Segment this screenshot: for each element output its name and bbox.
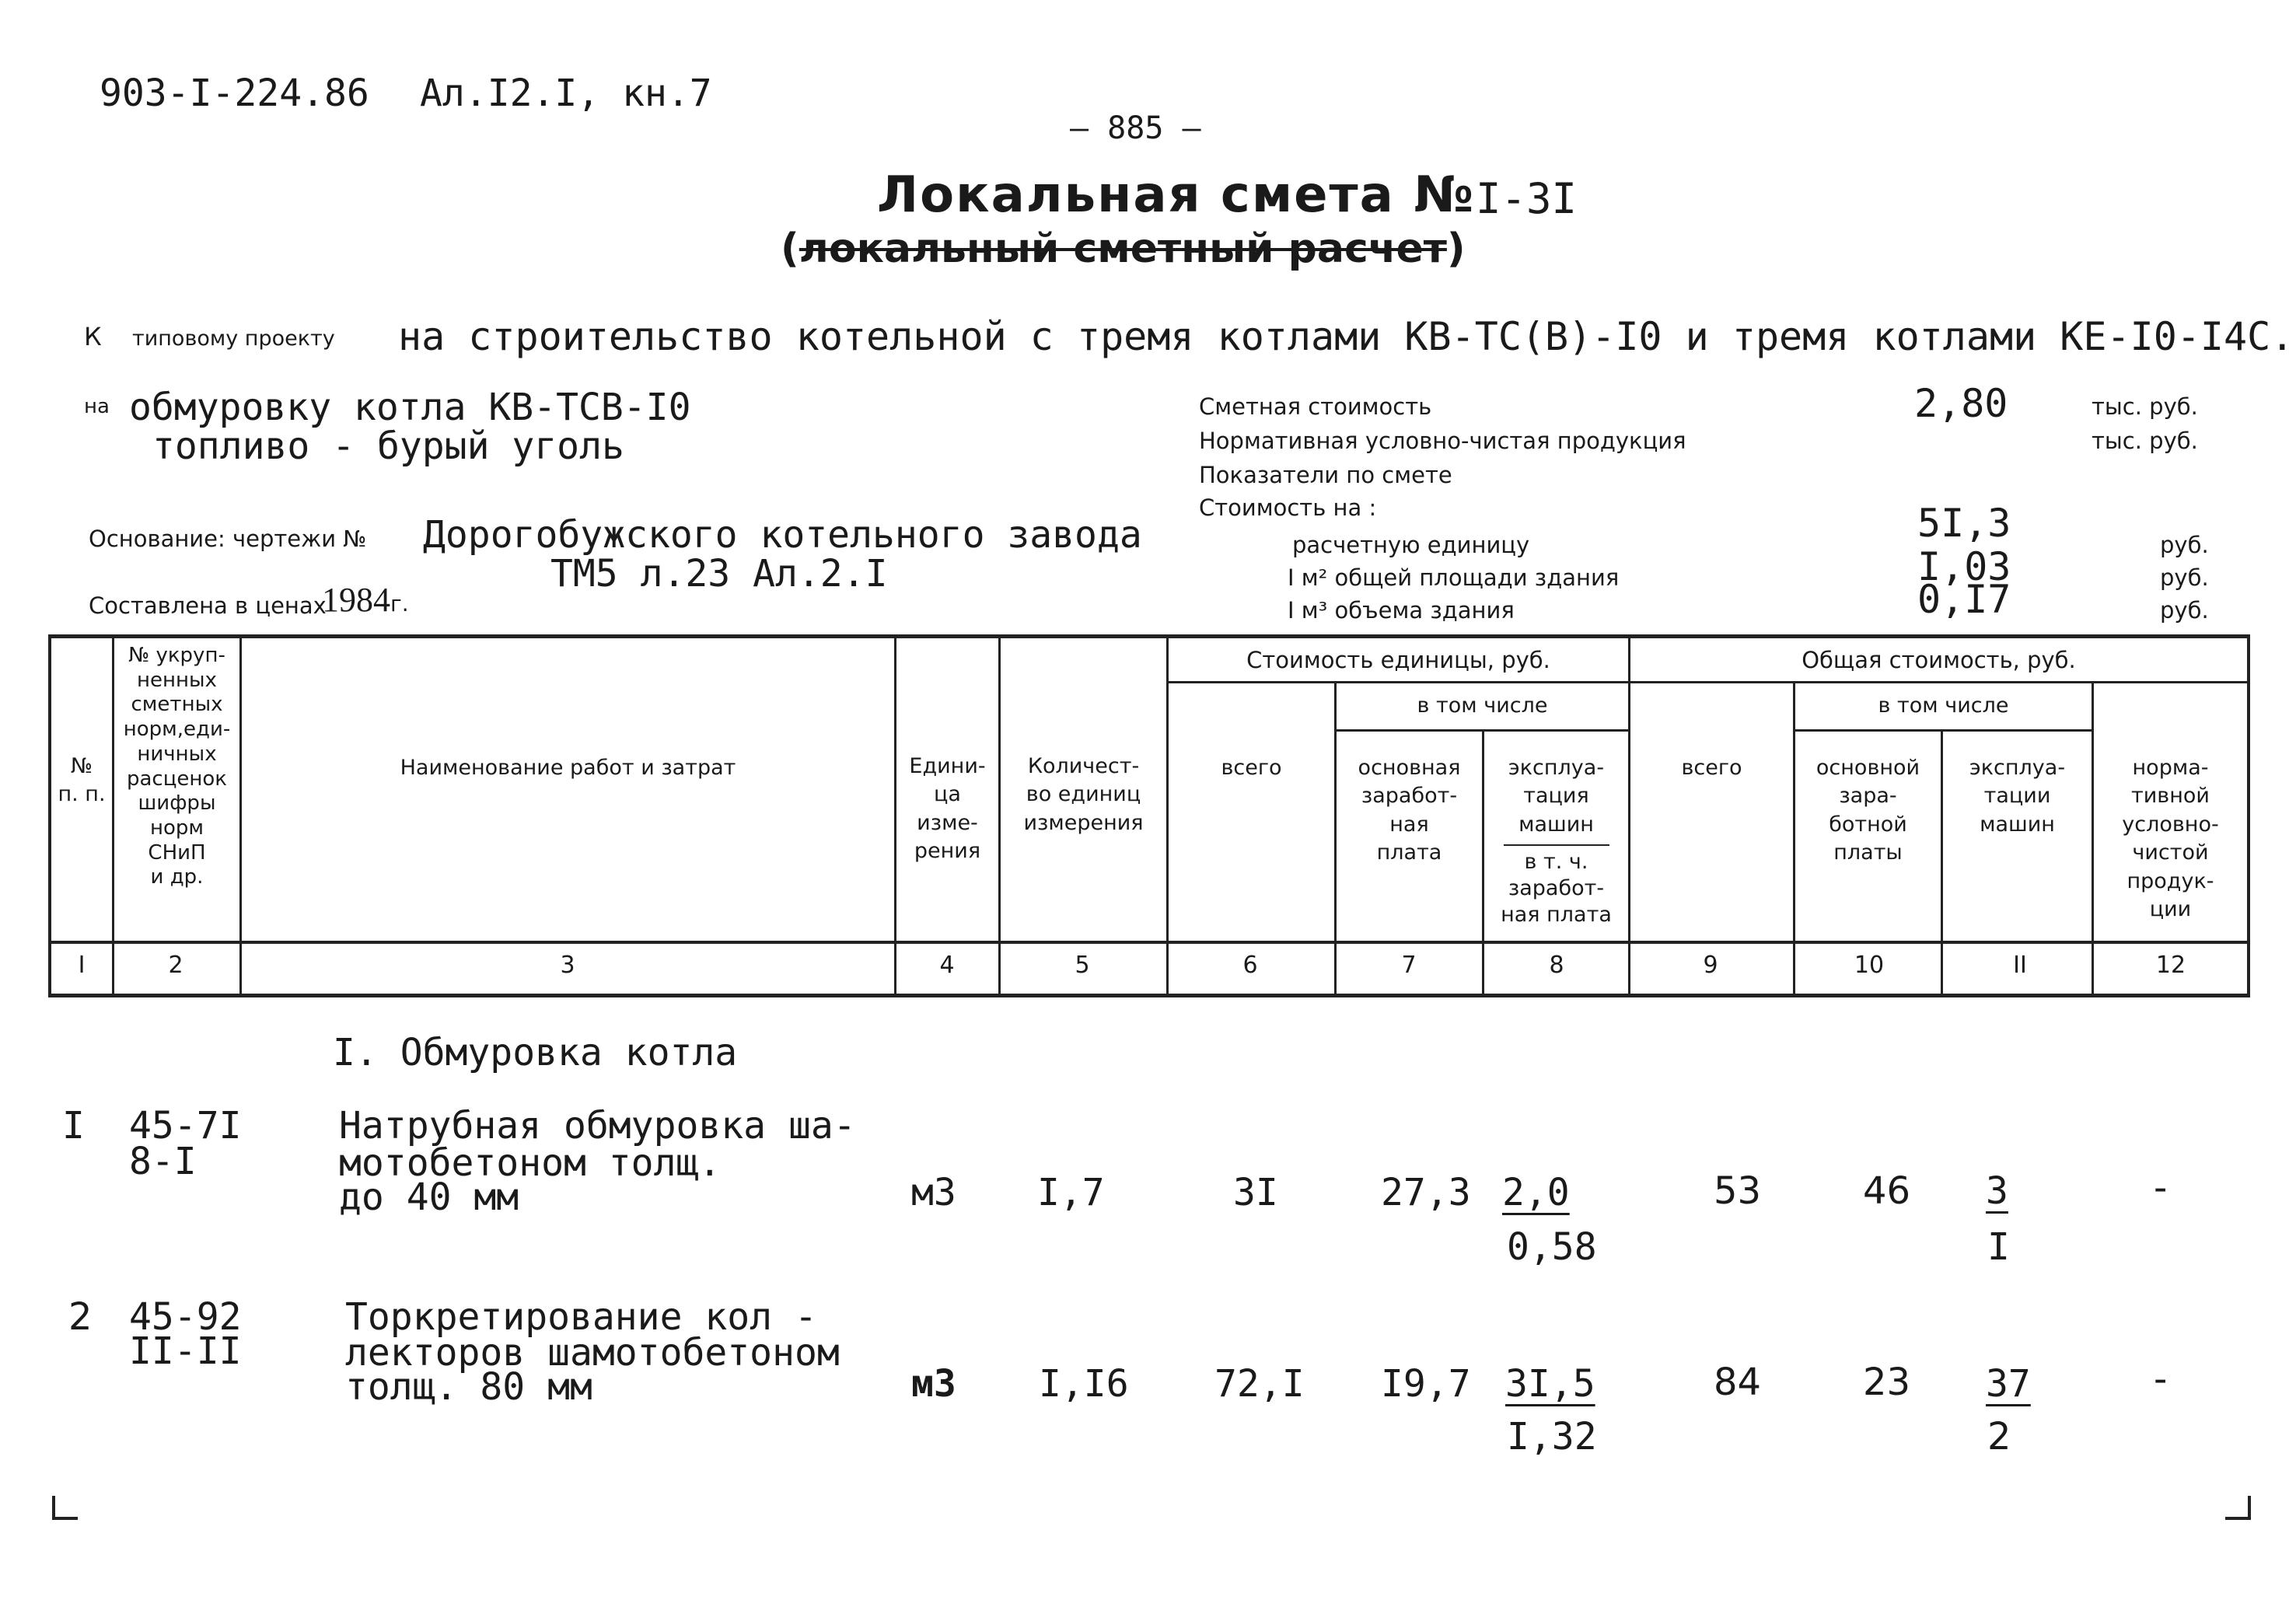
header-unit-wage: основная заработ- ная плата: [1358, 756, 1461, 865]
norm-code-line-1: 45-7I: [129, 1104, 242, 1148]
per-m3-label: I м³ объема здания: [1288, 597, 1515, 624]
column-number: 6: [1242, 952, 1258, 979]
col-divider-2: [239, 634, 242, 997]
subtitle-open-paren: (: [781, 225, 799, 272]
basis-label: Основание: чертежи №: [89, 526, 367, 552]
project-k-letter: К: [84, 322, 102, 351]
object-line-2: топливо - бурый уголь: [152, 424, 624, 468]
header-total-machine: эксплуа- тации машин: [1969, 756, 2066, 837]
unit-cost-machine: 2,0: [1502, 1171, 1570, 1214]
normative-unit: тыс. руб.: [2092, 428, 2198, 454]
per-m2-label: I м² общей площади здания: [1288, 564, 1620, 591]
header-total-incl: в том числе: [1878, 693, 2009, 718]
prices-year-value: 1984: [322, 581, 390, 619]
norm-code-line-2: II-II: [129, 1329, 242, 1373]
indicators-label: Показатели по смете: [1199, 462, 1452, 488]
page-subtitle: [781, 225, 1466, 272]
table-header-bottom-border: [48, 941, 2250, 944]
work-name-line-3: до 40 мм: [339, 1176, 519, 1219]
project-value: на строительство котельной с тремя котлами КВ-ТС(В)-I0 и тремя котлами КЕ-I0-I4C.: [398, 314, 2294, 359]
object-line-1: обмуровку котла КВ-ТСВ-I0: [129, 386, 691, 429]
work-name-line-3: толщ. 80 мм: [345, 1365, 592, 1409]
estimate-number: I-3I: [1476, 174, 1578, 223]
unit-cost-wage: I9,7: [1381, 1362, 1471, 1406]
table-top-border: [48, 634, 2250, 638]
row-number: I: [62, 1104, 85, 1148]
header-unit-machine-wage: в т. ч. заработ- ная плата: [1501, 850, 1612, 927]
total-cost-machine-wage: 2: [1987, 1415, 2011, 1459]
column-number: II: [2013, 952, 2027, 979]
col-divider-8: [1628, 634, 1630, 997]
total-cost-machine: 3: [1986, 1169, 2008, 1213]
column-number: I: [78, 952, 86, 979]
total-cost-machine-wage: I: [1987, 1225, 2010, 1269]
header-norm-codes: № укруп- ненных сметных норм,еди- ничных расценок шифры норм СНиП и др.: [123, 644, 231, 889]
unit-of-measure: м3: [911, 1171, 956, 1214]
header-work-name: Наименование работ и затрат: [400, 756, 736, 780]
column-number: 10: [1854, 952, 1885, 979]
column-number: 9: [1703, 952, 1718, 979]
row-number: 2: [68, 1295, 93, 1339]
work-name-line-1: Торкретирование кол -: [345, 1295, 817, 1339]
total-cost-group-underline: [1628, 681, 2250, 683]
subtitle-struck-text: локальный сметный расчет: [799, 225, 1447, 272]
per-m2-value: I,03: [1917, 544, 2011, 589]
unit-cost-group-underline: [1166, 681, 1628, 683]
unit-incl-underline: [1334, 729, 1628, 732]
document-number: 903-I-224.86: [100, 72, 369, 115]
header-unit-incl: в том числе: [1417, 693, 1548, 718]
unit-of-measure: м3: [911, 1362, 956, 1406]
total-cost-machine: 37: [1986, 1362, 2031, 1406]
column-number: 4: [939, 952, 955, 979]
norm-code-line-1: 45-92: [129, 1295, 242, 1339]
header-total-cost-group: Общая стоимость, руб.: [1802, 647, 2076, 673]
prices-year-suffix: г.: [390, 591, 409, 617]
header-quantity: Количест- во единиц измерения: [1023, 754, 1144, 835]
prices-year: [322, 580, 409, 620]
total-cost-wage: 46: [1863, 1169, 1911, 1213]
table-right-border: [2247, 634, 2250, 997]
corner-mark-bottom-right-icon: [2224, 1494, 2252, 1521]
unit-cost-wage: 27,3: [1381, 1171, 1471, 1214]
estimated-cost-value: 2,80: [1914, 381, 2008, 426]
column-number: 8: [1549, 952, 1564, 979]
col-divider-5: [1166, 634, 1169, 997]
header-row-number: № п. п.: [58, 754, 106, 807]
section-title: I. Обмуровка котла: [333, 1031, 738, 1074]
normative-product: -: [2154, 1357, 2168, 1401]
prices-label: Составлена в ценах: [89, 592, 327, 619]
norm-code-line-2: 8-I: [129, 1140, 197, 1183]
per-m3-unit: руб.: [2160, 597, 2209, 624]
per-unit-value: 5I,3: [1917, 501, 2011, 546]
per-unit-unit: руб.: [2160, 532, 2209, 558]
total-cost-wage: 23: [1863, 1361, 1911, 1404]
unit-cost-total: 3I: [1233, 1171, 1278, 1214]
table-left-border: [48, 634, 51, 997]
basis-line-1: Дорогобужского котельного завода: [423, 513, 1142, 557]
per-unit-label: расчетную единицу: [1292, 532, 1530, 558]
estimated-cost-label: Сметная стоимость: [1199, 393, 1432, 420]
column-number: 2: [168, 952, 183, 979]
unit-cost-machine-wage: 0,58: [1507, 1225, 1597, 1269]
table-numbers-bottom-border: [48, 994, 2250, 997]
unit-cost-total: 72,I: [1214, 1362, 1305, 1406]
total-cost: 84: [1714, 1361, 1762, 1404]
column-number: 12: [2155, 952, 2186, 979]
total-cost: 53: [1714, 1169, 1762, 1213]
header-unit-cost-group: Стоимость единицы, руб.: [1246, 647, 1550, 673]
page-title: Локальная смета №: [877, 166, 1476, 224]
per-m2-unit: руб.: [2160, 564, 2209, 591]
header-total: всего: [1681, 756, 1742, 780]
normative-label: Нормативная условно-чистая продукция: [1199, 428, 1686, 454]
column-number: 3: [560, 952, 575, 979]
subtitle-close-paren: ): [1446, 225, 1466, 272]
corner-mark-bottom-left-icon: [51, 1494, 79, 1521]
estimated-cost-unit: тыс. руб.: [2092, 393, 2198, 420]
quantity: I,I6: [1039, 1362, 1129, 1406]
header-unit-machine: эксплуа- тация машин: [1508, 756, 1605, 837]
unit-cost-machine-wage: I,32: [1507, 1415, 1597, 1459]
project-label: типовому проекту: [132, 327, 335, 351]
header-total-wage: основной зара- ботной платы: [1815, 756, 1920, 865]
object-na-label: на: [84, 395, 110, 418]
per-m3-value: 0,I7: [1917, 577, 2011, 622]
header-unit-total: всего: [1221, 756, 1282, 780]
work-name-line-1: Натрубная обмуровка ша-: [339, 1104, 856, 1148]
c8-split-line: [1504, 844, 1609, 846]
unit-cost-machine: 3I,5: [1505, 1362, 1595, 1406]
quantity: I,7: [1037, 1171, 1105, 1214]
header-unit: Едини- ца изме- рения: [909, 754, 986, 864]
page-number: — 885 —: [1070, 110, 1201, 146]
column-number: 7: [1401, 952, 1417, 979]
work-name-line-2: мотобетоном толщ.: [339, 1141, 722, 1185]
work-name-line-2: лекторов шамотобетоном: [345, 1331, 840, 1375]
cost-on-label: Стоимость на :: [1199, 494, 1377, 521]
album-reference: Ал.I2.I, кн.7: [420, 72, 712, 115]
normative-product: -: [2154, 1166, 2168, 1210]
header-normative: норма- тивной условно- чистой продук- ции: [2122, 756, 2219, 922]
basis-line-2: ТМ5 л.23 Ал.2.I: [550, 552, 888, 596]
column-number: 5: [1075, 952, 1090, 979]
